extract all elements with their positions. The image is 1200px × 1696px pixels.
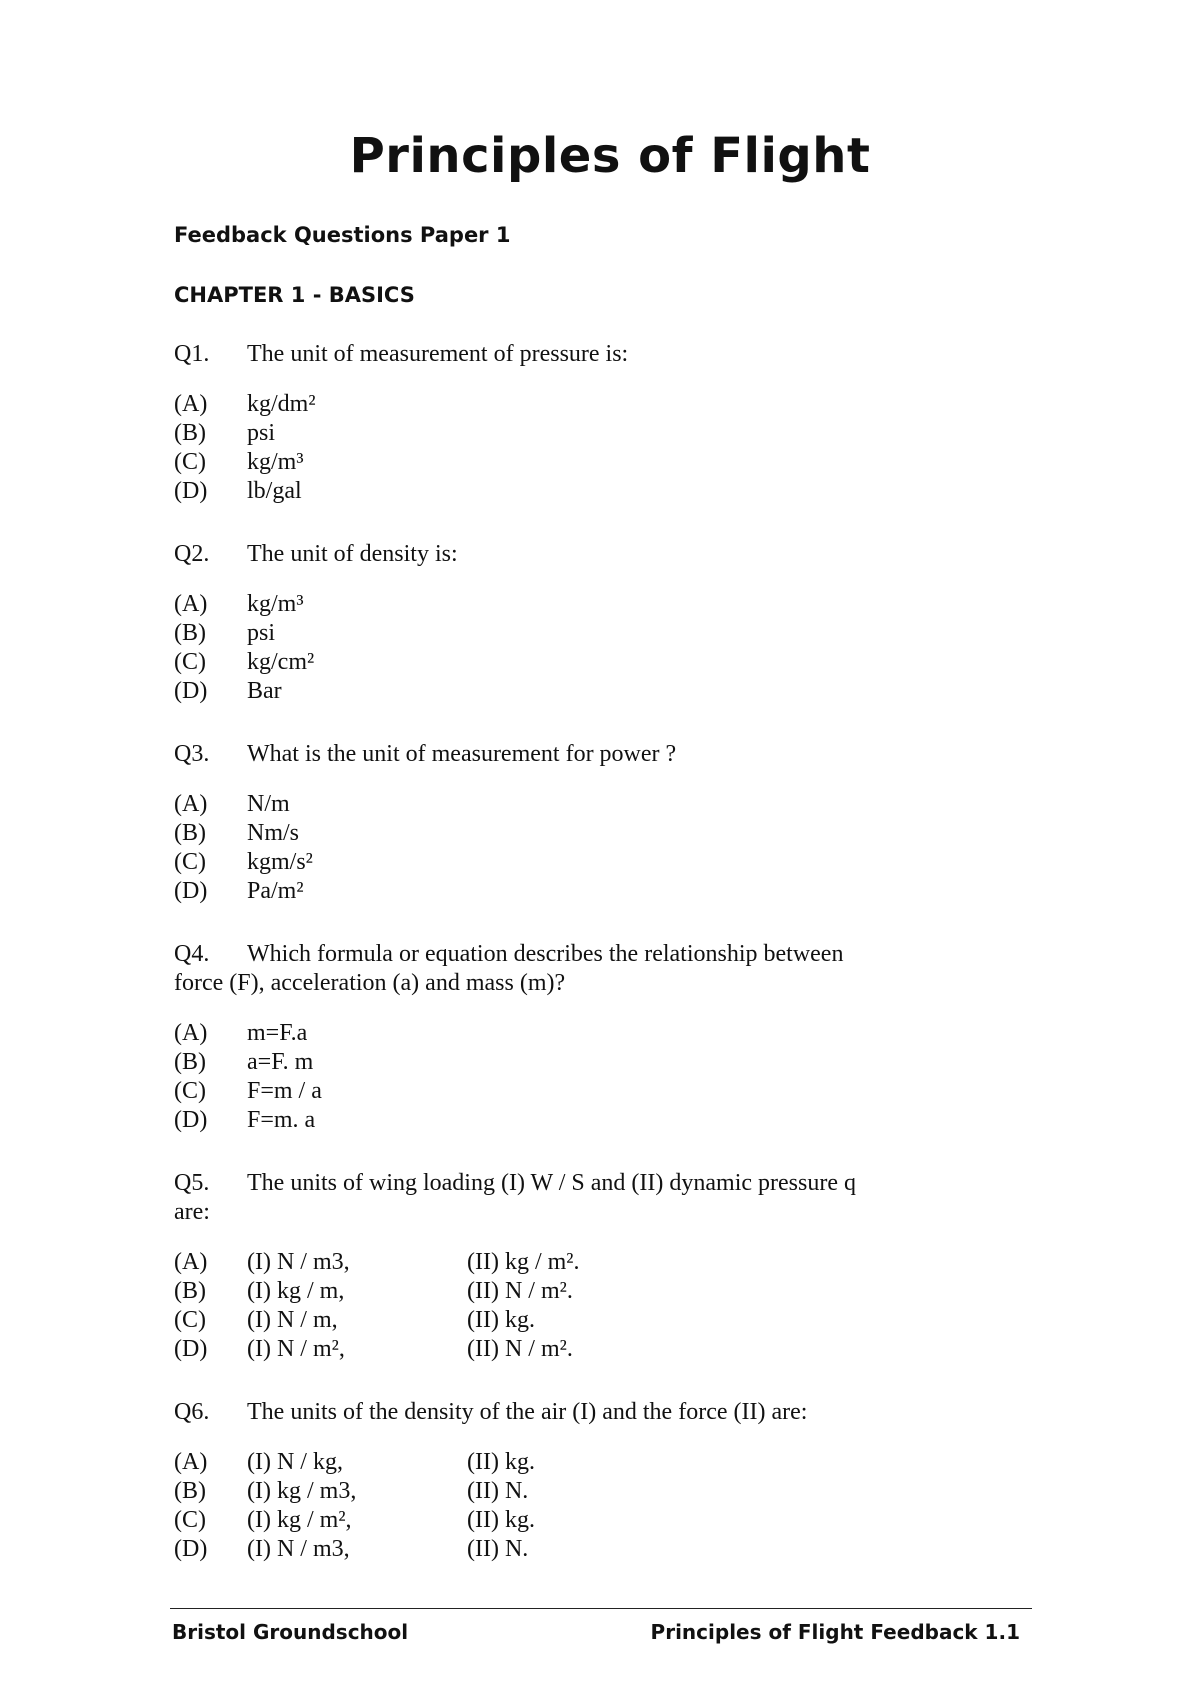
option-list [174, 1248, 1004, 1364]
option-c [174, 648, 1004, 677]
option-c [174, 1077, 1004, 1106]
option-d [174, 1335, 1004, 1364]
option-text: psi [247, 420, 276, 446]
option-text: F=m. a [247, 1107, 316, 1133]
option-b [174, 819, 1004, 848]
footer-page-label: Principles of Flight Feedback 1.1 [650, 1620, 1020, 1644]
option-part-one: (I) N / m3, [247, 1536, 350, 1562]
option-part-one: (I) N / m², [247, 1336, 345, 1362]
option-letter: (D) [174, 1536, 208, 1562]
option-b [174, 619, 1004, 648]
option-d [174, 477, 1004, 506]
option-text: kg/m³ [247, 591, 304, 617]
option-text: Nm/s [247, 820, 300, 846]
option-letter: (B) [174, 820, 206, 846]
option-letter: (A) [174, 591, 208, 617]
option-list [174, 590, 1004, 706]
option-part-two: (II) kg / m². [467, 1249, 580, 1275]
option-letter: (C) [174, 449, 206, 475]
option-d [174, 877, 1004, 906]
question-text: Which formula or equation describes the relationship between [247, 941, 844, 967]
question-text: The units of the density of the air (I) and the force (II) are: [247, 1399, 808, 1425]
option-letter: (C) [174, 649, 206, 675]
option-list [174, 1448, 1004, 1564]
footer-divider [170, 1608, 1032, 1609]
option-a [174, 1248, 1004, 1277]
option-part-one: (I) N / kg, [247, 1449, 343, 1475]
option-b [174, 1048, 1004, 1077]
option-letter: (A) [174, 1020, 208, 1046]
option-text: psi [247, 620, 276, 646]
question-3 [174, 740, 1004, 906]
question-text: The unit of density is: [247, 541, 458, 567]
option-b [174, 1477, 1004, 1506]
option-letter: (D) [174, 678, 208, 704]
option-text: kg/dm² [247, 391, 316, 417]
option-text: kg/m³ [247, 449, 304, 475]
question-number: Q2. [174, 541, 210, 567]
option-letter: (B) [174, 1478, 206, 1504]
question-6 [174, 1398, 1004, 1564]
question-1 [174, 340, 1004, 506]
option-a [174, 1019, 1004, 1048]
option-text: kgm/s² [247, 849, 313, 875]
question-number: Q3. [174, 741, 210, 767]
option-letter: (C) [174, 1078, 206, 1104]
option-c [174, 848, 1004, 877]
option-list [174, 790, 1004, 906]
option-text: kg/cm² [247, 649, 315, 675]
option-text: N/m [247, 791, 290, 817]
option-c [174, 1506, 1004, 1535]
option-letter: (B) [174, 620, 206, 646]
option-text: Pa/m² [247, 878, 304, 904]
option-part-two: (II) kg. [467, 1307, 535, 1333]
option-letter: (B) [174, 1049, 206, 1075]
option-d [174, 1106, 1004, 1135]
option-letter: (C) [174, 1307, 206, 1333]
option-part-two: (II) N / m². [467, 1336, 573, 1362]
option-text: F=m / a [247, 1078, 322, 1104]
option-b [174, 1277, 1004, 1306]
option-letter: (D) [174, 1336, 208, 1362]
option-c [174, 448, 1004, 477]
option-d [174, 1535, 1004, 1564]
option-part-two: (II) N / m². [467, 1278, 573, 1304]
question-number: Q4. [174, 941, 210, 967]
chapter-heading: CHAPTER 1 - BASICS [174, 283, 415, 307]
question-text-continued: force (F), acceleration (a) and mass (m)? [174, 970, 566, 996]
option-part-two: (II) N. [467, 1478, 529, 1504]
option-letter: (A) [174, 1449, 208, 1475]
option-a [174, 590, 1004, 619]
question-text: The unit of measurement of pressure is: [247, 341, 629, 367]
question-5 [174, 1169, 1004, 1364]
footer-publisher: Bristol Groundschool [172, 1620, 409, 1644]
option-text: Bar [247, 678, 282, 704]
question-number: Q6. [174, 1399, 210, 1425]
option-a [174, 390, 1004, 419]
page-title: Principles of Flight [349, 128, 871, 184]
question-text: The units of wing loading (I) W / S and (II) dynamic pressure q [247, 1170, 856, 1196]
option-part-one: (I) N / m, [247, 1307, 338, 1333]
option-letter: (B) [174, 1278, 206, 1304]
option-part-one: (I) kg / m3, [247, 1478, 357, 1504]
option-b [174, 419, 1004, 448]
question-4 [174, 940, 1004, 1135]
option-a [174, 790, 1004, 819]
question-number: Q1. [174, 341, 210, 367]
option-letter: (D) [174, 878, 208, 904]
option-a [174, 1448, 1004, 1477]
option-part-two: (II) kg. [467, 1507, 535, 1533]
option-letter: (A) [174, 391, 208, 417]
paper-subtitle: Feedback Questions Paper 1 [174, 223, 511, 247]
option-part-one: (I) kg / m, [247, 1278, 345, 1304]
option-part-one: (I) kg / m², [247, 1507, 352, 1533]
option-part-two: (II) N. [467, 1536, 529, 1562]
option-c [174, 1306, 1004, 1335]
option-part-two: (II) kg. [467, 1449, 535, 1475]
option-letter: (D) [174, 1107, 208, 1133]
question-number: Q5. [174, 1170, 210, 1196]
question-2 [174, 540, 1004, 706]
question-text: What is the unit of measurement for power ? [247, 741, 677, 767]
option-letter: (A) [174, 1249, 208, 1275]
option-text: a=F. m [247, 1049, 314, 1075]
option-text: lb/gal [247, 478, 302, 504]
option-list [174, 390, 1004, 506]
option-letter: (C) [174, 1507, 206, 1533]
option-letter: (B) [174, 420, 206, 446]
option-letter: (D) [174, 478, 208, 504]
option-letter: (C) [174, 849, 206, 875]
question-text-continued: are: [174, 1199, 210, 1225]
option-d [174, 677, 1004, 706]
option-list [174, 1019, 1004, 1135]
option-text: m=F.a [247, 1020, 308, 1046]
option-part-one: (I) N / m3, [247, 1249, 350, 1275]
option-letter: (A) [174, 791, 208, 817]
